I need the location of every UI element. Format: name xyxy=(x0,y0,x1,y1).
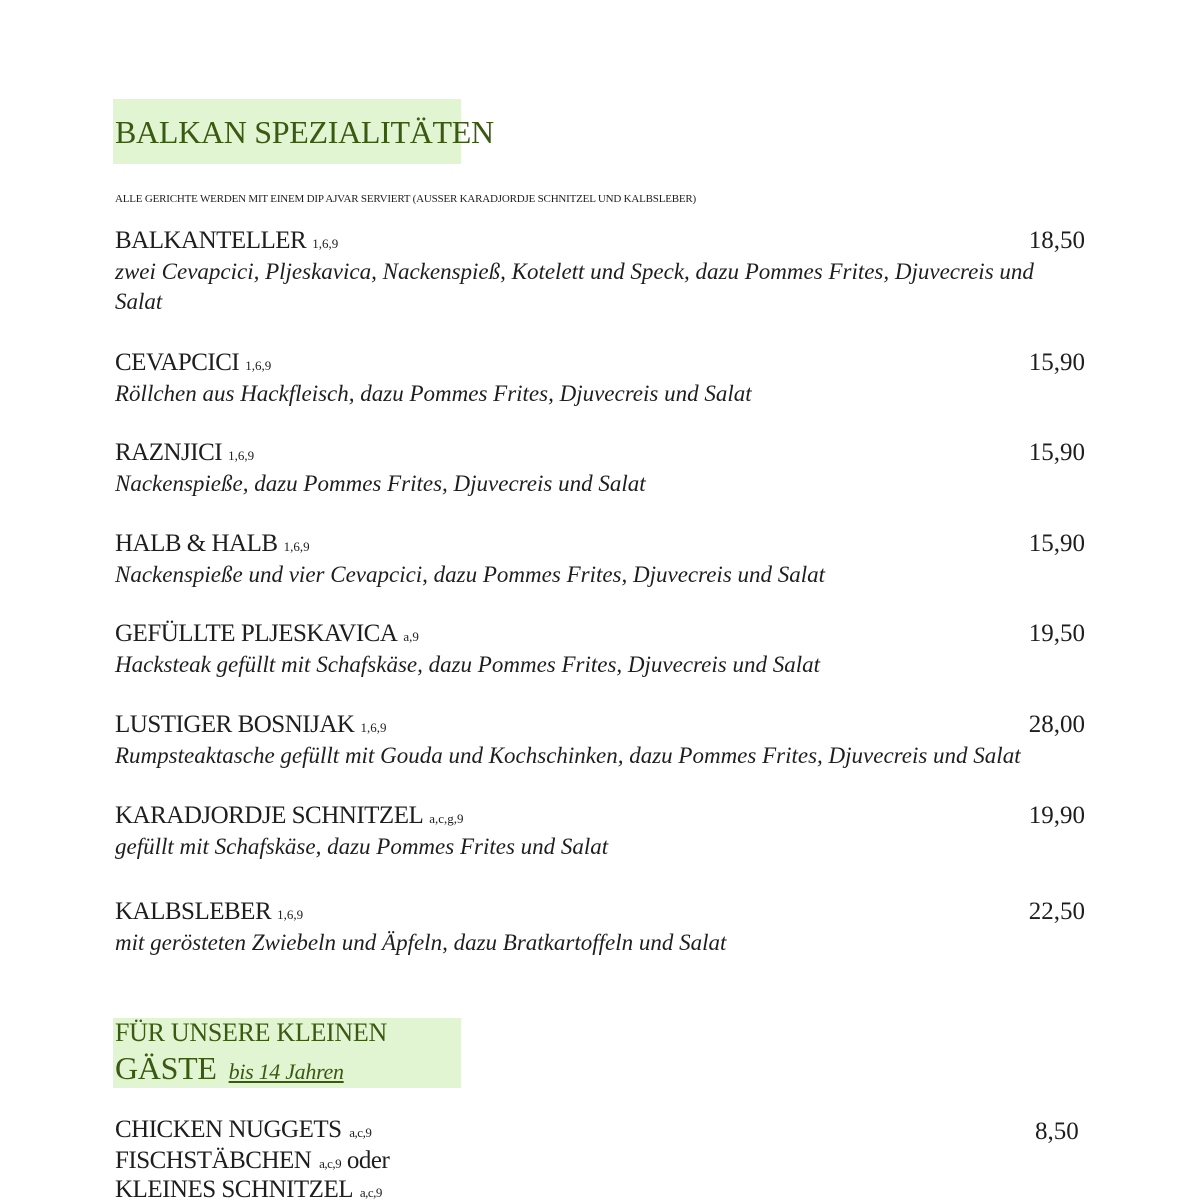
item-allergen-codes: a,c,9 xyxy=(349,1125,372,1140)
item-description: Nackenspieße und vier Cevapcici, dazu Pommes Frites, Djuvecreis und Salat xyxy=(115,562,826,587)
item-allergen-codes: 1,6,9 xyxy=(245,358,272,373)
item-allergen-codes: a,c,g,9 xyxy=(429,811,464,826)
item-allergen-codes: 1,6,9 xyxy=(228,448,255,463)
menu-item xyxy=(115,530,1085,590)
item-price: 15,90 xyxy=(1028,530,1085,557)
item-description: Rumpsteaktasche gefüllt mit Gouda und Kochschinken, dazu Pommes Frites, Djuvecreis und Salat xyxy=(115,743,1021,768)
menu-item xyxy=(115,898,1085,958)
menu-item xyxy=(115,620,1085,680)
item-name: RAZNJICI xyxy=(115,439,223,466)
item-allergen-codes: 1,6,9 xyxy=(312,236,339,251)
menu-item xyxy=(115,711,1085,771)
item-description: Nackenspieße, dazu Pommes Frites, Djuvecreis und Salat xyxy=(115,471,646,496)
item-name: CEVAPCICI xyxy=(115,349,240,376)
item-price: 18,50 xyxy=(1028,227,1085,254)
item-price: 22,50 xyxy=(1028,898,1085,925)
menu-item xyxy=(115,227,1085,317)
item-description: gefüllt mit Schafskäse, dazu Pommes Frites und Salat xyxy=(115,834,609,859)
menu-item xyxy=(115,439,1085,499)
item-connector: oder xyxy=(346,1147,390,1174)
item-allergen-codes: 1,6,9 xyxy=(360,720,387,735)
item-name: KARADJORDJE SCHNITZEL xyxy=(115,802,424,829)
item-description: Hacksteak gefüllt mit Schafskäse, dazu Pommes Frites, Djuvecreis und Salat xyxy=(115,652,820,677)
item-price: 28,00 xyxy=(1028,711,1085,738)
section-title-kids-line2 xyxy=(115,1050,344,1087)
item-name: KLEINES SCHNITZEL xyxy=(115,1176,353,1203)
section-title-guests: GÄSTE xyxy=(115,1050,217,1086)
item-name: KALBSLEBER xyxy=(115,898,272,925)
section-title-kids: FÜR UNSERE KLEINEN xyxy=(115,1018,387,1047)
item-price: 19,50 xyxy=(1028,620,1085,647)
item-name: BALKANTELLER xyxy=(115,227,307,254)
item-description: mit gerösteten Zwiebeln und Äpfeln, dazu Bratkartoffeln und Salat xyxy=(115,930,727,955)
item-price: 19,90 xyxy=(1028,802,1085,829)
item-price: 15,90 xyxy=(1028,439,1085,466)
kids-item xyxy=(115,1147,389,1175)
kids-item xyxy=(115,1116,371,1144)
item-name: GEFÜLLTE PLJESKAVICA xyxy=(115,620,398,647)
item-allergen-codes: a,c,9 xyxy=(319,1156,342,1171)
item-allergen-codes: a,c,9 xyxy=(359,1185,382,1200)
item-name: HALB & HALB xyxy=(115,530,278,557)
serving-note: ALLE GERICHTE WERDEN MIT EINEM DIP AJVAR SERVIERT (AUSSER KARADJORDJE SCHNITZEL UND KALBSLEBER) xyxy=(115,193,696,205)
item-price: 15,90 xyxy=(1028,349,1085,376)
kids-price: 8,50 xyxy=(1035,1118,1079,1145)
age-limit-note: bis 14 Jahren xyxy=(228,1059,344,1084)
item-allergen-codes: 1,6,9 xyxy=(283,539,310,554)
menu-item xyxy=(115,802,1085,862)
item-description: Röllchen aus Hackfleisch, dazu Pommes Frites, Djuvecreis und Salat xyxy=(115,381,752,406)
item-name: CHICKEN NUGGETS xyxy=(115,1116,342,1143)
section-title-balkan: BALKAN SPEZIALITÄTEN xyxy=(115,114,494,150)
item-allergen-codes: 1,6,9 xyxy=(277,907,304,922)
item-name: LUSTIGER BOSNIJAK xyxy=(115,711,355,738)
item-description: zwei Cevapcici, Pljeskavica, Nackenspieß, Kotelett und Speck, dazu Pommes Frites, Djuvecreis und Salat xyxy=(115,259,1034,314)
item-name: FISCHSTÄBCHEN xyxy=(115,1147,312,1174)
item-allergen-codes: a,9 xyxy=(403,629,419,644)
menu-item xyxy=(115,349,1085,409)
